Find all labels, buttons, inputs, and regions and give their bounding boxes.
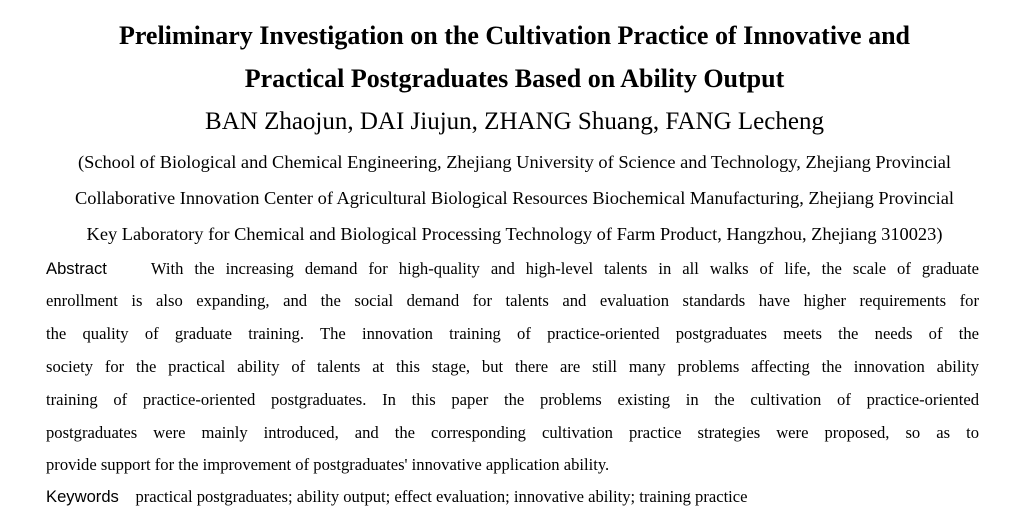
abstract-line-7: provide support for the improvement of postgraduates' innovative application ability. xyxy=(46,455,610,474)
keywords-text: practical postgraduates; ability output; effect evaluation; innovative ability; training practice xyxy=(135,487,748,506)
abstract-label: Abstract xyxy=(46,259,107,278)
abstract-line-3: the quality of graduate training. The innovation training of practice-oriented postgraduates meets the needs of the xyxy=(46,324,979,343)
abstract-line-2: enrollment is also expanding, and the social demand for talents and evaluation standards have higher requirements for xyxy=(46,291,979,310)
affiliation-line-3: Key Laboratory for Chemical and Biological Processing Technology of Farm Product, Hangzhou, Zhejiang 310023) xyxy=(86,224,943,244)
paper-title-line-2: Practical Postgraduates Based on Ability Output xyxy=(244,64,785,93)
abstract-line-1 xyxy=(46,258,979,280)
abstract-line-5: training of practice-oriented postgraduates. In this paper the problems existing in the cultivation of practice-oriented xyxy=(46,390,979,409)
affiliation-line-1: (School of Biological and Chemical Engineering, Zhejiang University of Science and Technology, Zhejiang Provincial xyxy=(77,152,952,172)
affiliation-line-2: Collaborative Innovation Center of Agricultural Biological Resources Biochemical Manufacturing, Zhejiang Provincial xyxy=(75,188,954,208)
paper-title-line-1: Preliminary Investigation on the Cultivation Practice of Innovative and xyxy=(118,21,911,50)
abstract-line-4: society for the practical ability of talents at this stage, but there are still many problems affecting the innovation ability xyxy=(46,357,979,376)
paper-authors: BAN Zhaojun, DAI Jiujun, ZHANG Shuang, FANG Lecheng xyxy=(205,108,824,135)
abstract-text-line-1: With the increasing demand for high-quality and high-level talents in all walks of life, the scale of graduate xyxy=(150,259,980,278)
abstract-line-6: postgraduates were mainly introduced, and the corresponding cultivation practice strategies were proposed, so as to xyxy=(46,423,979,442)
keywords-line xyxy=(46,486,748,508)
keywords-label: Keywords xyxy=(46,487,119,506)
